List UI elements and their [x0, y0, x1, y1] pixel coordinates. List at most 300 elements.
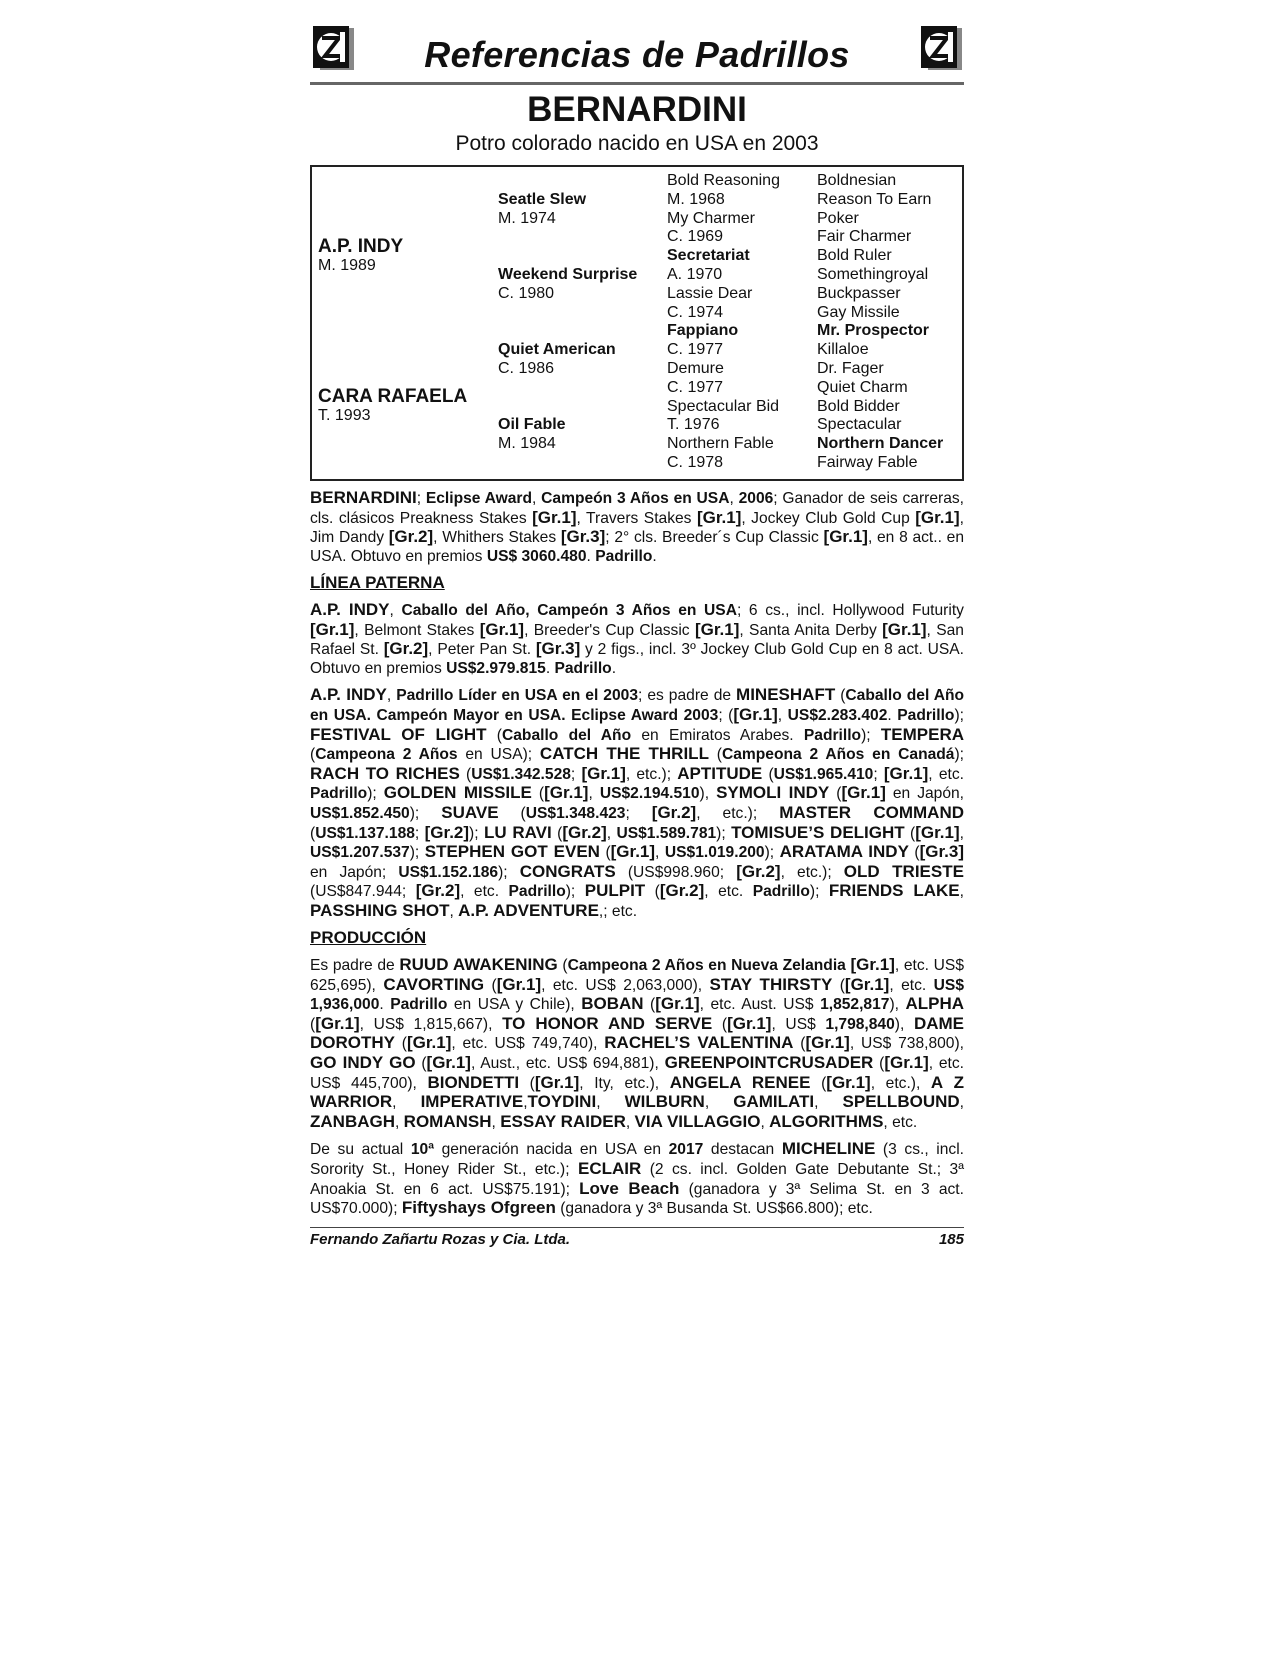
text-run: (US$847.944;	[310, 883, 416, 901]
text-run: Caballo del Año	[501, 726, 632, 744]
text-run: (	[484, 976, 497, 994]
page	[310, 20, 964, 1248]
text-run: US$ 3060.480	[486, 547, 587, 565]
pedigree-entry: Quiet Charm	[817, 378, 908, 396]
horse-name-inline: SPELLBOUND	[842, 1092, 960, 1112]
text-run: ;	[416, 490, 426, 507]
text-run: ,	[386, 687, 397, 705]
horse-name-inline: MASTER COMMAND	[779, 802, 964, 822]
text-run: Eclipse Award	[425, 490, 533, 507]
text-run: en USA y Chile),	[447, 996, 582, 1014]
pedigree-entry: Fappiano	[667, 322, 739, 340]
text-run: );	[764, 844, 780, 862]
text-run: (ganadora y 3ª Selima St. en 3 act. US$70.000);	[310, 1180, 964, 1218]
pedigree-entry: Somethingroyal	[817, 266, 929, 283]
pedigree-entry: Bold Reasoning	[667, 172, 780, 189]
pedigree-entry: Northern Fable	[667, 435, 774, 453]
text-run: (ganadora y 3ª Busanda St. US$66.800); etc.	[555, 1200, 873, 1218]
text-run: ),	[894, 1015, 914, 1033]
grade-badge: [Gr.1]	[407, 1033, 452, 1053]
text-run: ; Ganador de seis carreras, cls. clásicos Preakness Stakes	[310, 490, 964, 527]
horse-name-inline: Love Beach	[579, 1178, 680, 1198]
text-run: (2 cs. incl. Golden Gate Debutante St.; 3ª Anoakia St. en 6 act. US$75.191);	[310, 1161, 964, 1198]
text-run: US$1.137.188	[315, 824, 415, 842]
horse-name-inline: STEPHEN GOT EVEN	[424, 842, 600, 862]
text-run: (	[908, 844, 920, 862]
text-run: ),	[699, 785, 717, 803]
text-run: en Japón;	[310, 863, 399, 881]
text-run: , Jim Dandy	[310, 509, 964, 547]
text-run: (	[551, 824, 563, 842]
pedigree-entry: C. 1969	[667, 228, 724, 246]
text-run: (	[835, 687, 846, 705]
text-run: ,	[959, 824, 964, 842]
horse-name-inline: ESSAY RAIDER	[500, 1111, 626, 1131]
text-run: en Emiratos Arabes.	[631, 726, 804, 744]
linea-paterna-paragraph	[310, 686, 964, 921]
horse-description: Potro colorado nacido en USA en 2003	[455, 132, 819, 155]
pedigree-entry: M. 1984	[498, 435, 556, 453]
horse-name-inline: ALPHA	[905, 994, 965, 1014]
grade-badge: [Gr.3]	[919, 842, 964, 862]
horse-name-inline: GO INDY GO	[310, 1053, 416, 1073]
text-run: , en 8 act.. en USA. Obtuvo en premios	[310, 529, 964, 565]
text-run: (	[459, 765, 472, 783]
text-run: , etc.	[460, 883, 509, 901]
horse-name-inline: TO HONOR AND SERVE	[502, 1013, 713, 1033]
horse-name-inline: MINESHAFT	[736, 685, 836, 705]
text-run: );	[367, 785, 384, 803]
text-run: ,	[959, 883, 964, 901]
text-run: );	[409, 844, 425, 862]
section-heading-produccion: PRODUCCIÓN	[310, 928, 427, 948]
text-run: Padrillo	[595, 547, 653, 565]
page-footer	[310, 1227, 964, 1248]
text-run: De su actual	[310, 1141, 411, 1159]
text-run: Campeona 2 Años	[315, 746, 458, 764]
text-run: ,	[449, 902, 459, 920]
body-text	[310, 489, 964, 1219]
text-run: .	[545, 659, 555, 677]
text-run: (3 cs., incl. Sorority St., Honey Rider St., etc.);	[310, 1141, 965, 1178]
text-run: generación nacida en USA en	[433, 1141, 669, 1159]
pedigree-entry: Dr. Fager	[817, 360, 884, 377]
grade-badge: [Gr.1]	[805, 1033, 850, 1053]
pedigree-entry: Fairway Fable	[817, 454, 918, 471]
horse-name-inline: Fiftyshays Ofgreen	[401, 1198, 556, 1218]
text-run: en USA);	[457, 746, 540, 764]
grade-badge: [Gr.1]	[841, 783, 886, 803]
text-run: );	[809, 883, 829, 901]
grade-badge: [Gr.2]	[424, 822, 470, 842]
text-run: Es padre de	[310, 957, 400, 975]
text-run: US$1.589.781	[616, 824, 717, 842]
grade-badge: [Gr.2]	[415, 881, 461, 901]
horse-name-inline: A Z WARRIOR	[310, 1072, 964, 1112]
pedigree-entry: A.P. INDY	[318, 235, 404, 257]
text-run: ,	[523, 1094, 528, 1112]
text-run: , Breeder's Cup Classic	[524, 621, 695, 639]
text-run: ,	[389, 601, 402, 619]
text-run: destacan	[703, 1141, 782, 1159]
text-run: , Jockey Club Gold Cup	[741, 509, 916, 527]
grade-badge: [Gr.2]	[383, 639, 429, 659]
pedigree-entry: C. 1974	[667, 303, 724, 321]
horse-name-inline: MICHELINE	[781, 1139, 876, 1159]
text-run: ,	[760, 1113, 770, 1131]
grade-badge: [Gr.2]	[651, 802, 697, 822]
text-run: , etc.	[704, 883, 753, 901]
text-run: (	[708, 746, 722, 764]
text-run: Campeón 3 Años en USA	[541, 490, 730, 507]
text-run: (	[873, 1055, 885, 1073]
text-run: , etc. US$ 445,700),	[310, 1055, 964, 1092]
text-run: ; 2° cls. Breeder´s Cup Classic	[605, 529, 824, 547]
text-run: , Peter Pan St.	[428, 641, 536, 659]
text-run: Caballo del Año, Campeón 3 Años en USA	[401, 601, 737, 619]
text-run: US$2.194.510	[599, 785, 700, 803]
grade-badge: [Gr.1]	[884, 1053, 929, 1073]
text-run: , Belmont Stakes	[354, 621, 480, 639]
pedigree-entry: M. 1968	[667, 190, 725, 208]
text-run: Padrillo	[310, 785, 368, 803]
text-run: ),	[889, 996, 906, 1014]
text-run: US$1.342.528	[471, 765, 571, 783]
text-run: (	[498, 804, 526, 822]
horse-name-inline: ZANBAGH	[310, 1111, 395, 1131]
text-run: y 2 figs., incl. 3º Jockey Club Gold Cup en 8 act. USA. Obtuvo en premios	[310, 641, 964, 677]
text-run: );	[954, 706, 964, 724]
text-run: );	[409, 804, 442, 822]
text-run: (	[415, 1055, 427, 1073]
horse-name-inline: CATCH THE THRILL	[539, 744, 709, 764]
pedigree-entry: CARA RAFAELA	[318, 386, 468, 408]
text-run: ,; etc.	[598, 902, 638, 920]
text-run: ; es padre de	[638, 687, 737, 705]
text-run: US$1.207.537	[310, 844, 410, 862]
text-run: );	[498, 863, 520, 881]
text-run: 2006	[738, 490, 774, 507]
grade-badge: [Gr.1]	[844, 974, 890, 994]
text-run: .	[586, 547, 596, 565]
text-run: (	[793, 1035, 806, 1053]
text-run: (	[310, 746, 316, 764]
horse-name-inline: ARATAMA INDY	[779, 842, 909, 862]
text-run: Caballo del Año en USA. Campeón Mayor en USA. Eclipse Award 2003	[310, 687, 965, 724]
pedigree-entry: M. 1989	[318, 256, 376, 274]
text-run: en Japón,	[885, 785, 965, 803]
text-run: (	[810, 1074, 827, 1092]
text-run: (US$998.960;	[615, 863, 737, 881]
intro-paragraph	[310, 489, 964, 566]
text-run: (	[486, 726, 502, 744]
grade-badge: [Gr.3]	[535, 639, 581, 659]
grade-badge: [Gr.1]	[694, 619, 740, 639]
text-run: US$ 1,936,000	[310, 976, 964, 1014]
text-run: ;	[625, 804, 652, 822]
text-run: (	[645, 883, 660, 901]
pedigree-entry: Seatle Slew	[498, 190, 587, 208]
pedigree-entry: Bold Ruler	[817, 247, 892, 265]
text-run: ; 6 cs., incl. Hollywood Futurity	[736, 601, 964, 619]
pedigree-entry: Northern Dancer	[817, 435, 944, 453]
horse-name-inline: BOBAN	[581, 994, 644, 1014]
horse-name-inline: IMPERATIVE	[420, 1092, 524, 1112]
horse-name-inline: TEMPERA	[880, 724, 965, 744]
text-run: (	[712, 1015, 728, 1033]
text-run: ,	[395, 1113, 404, 1131]
text-run: US$2.283.402	[787, 706, 888, 724]
text-run: (	[310, 824, 316, 842]
text-run: ;	[414, 824, 425, 842]
text-run: , Travers Stakes	[576, 509, 697, 527]
text-run: , etc.),	[870, 1074, 931, 1092]
text-run: );	[469, 824, 484, 842]
text-run: ,	[777, 706, 788, 724]
text-run: , US$ 1,815,667),	[359, 1015, 503, 1033]
pedigree-entry: Poker	[817, 209, 859, 227]
horse-name-inline: WILBURN	[624, 1092, 705, 1112]
text-run: (	[557, 957, 568, 975]
text-run: ,	[532, 490, 542, 507]
text-run: );	[716, 824, 732, 842]
text-run: US$1.852.450	[310, 804, 410, 822]
text-run: , Ity, etc.),	[579, 1074, 670, 1092]
text-run: (	[643, 996, 656, 1014]
text-run: ,	[704, 1094, 734, 1112]
grade-badge: [Gr.1]	[610, 842, 656, 862]
pedigree-entry: M. 1974	[498, 209, 556, 227]
grade-badge: [Gr.1]	[823, 527, 868, 547]
pedigree-entry: T. 1976	[667, 416, 720, 434]
grade-badge: [Gr.1]	[581, 763, 626, 783]
grade-badge: [Gr.1]	[426, 1053, 471, 1073]
grade-badge: [Gr.1]	[534, 1072, 580, 1092]
text-run: Padrillo	[554, 659, 612, 677]
pedigree-entry: Spectacular Bid	[667, 397, 780, 415]
horse-name-inline: A.P. ADVENTURE	[458, 900, 599, 920]
text-run: );	[861, 726, 881, 744]
horse-name-inline: TOYDINI	[527, 1092, 597, 1112]
horse-name-inline: OLD TRIESTE	[843, 861, 964, 881]
horse-name-inline: GOLDEN MISSILE	[383, 783, 532, 803]
horse-name-inline: A.P. INDY	[310, 599, 390, 619]
text-run: ,	[625, 1113, 635, 1131]
grade-badge: [Gr.1]	[496, 974, 542, 994]
text-run: (	[519, 1074, 535, 1092]
pedigree-entry: Buckpasser	[817, 284, 901, 302]
horse-name-inline: RACHEL’S VALENTINA	[604, 1033, 794, 1053]
pedigree-entry: Bold Bidder	[817, 397, 900, 415]
text-run: , etc.);	[625, 765, 678, 783]
grade-badge: [Gr.1]	[915, 507, 960, 527]
grade-badge: [Gr.1]	[315, 1013, 360, 1033]
text-run: Padrillo	[390, 996, 448, 1014]
logo-icon	[918, 24, 964, 72]
pedigree-entry: C. 1978	[667, 454, 724, 471]
text-run: ,	[392, 1094, 421, 1112]
text-run: Campeona 2 Años en Canadá	[721, 746, 955, 764]
text-run: (	[395, 1035, 407, 1053]
grade-badge: [Gr.1]	[883, 763, 929, 783]
pedigree-entry: T. 1993	[318, 407, 371, 424]
text-run: ,	[959, 1094, 964, 1112]
pedigree-entry: Oil Fable	[498, 416, 566, 434]
horse-name-inline: STAY THIRSTY	[709, 974, 833, 994]
text-run: , etc. US$ 625,695),	[310, 957, 964, 994]
text-run: , US$ 738,800),	[849, 1035, 964, 1053]
pedigree-entry: Spectacular	[817, 416, 902, 434]
horse-name-inline: FRIENDS LAKE	[828, 881, 960, 901]
grade-badge: [Gr.2]	[736, 861, 781, 881]
horse-name-inline: FESTIVAL OF LIGHT	[310, 724, 487, 744]
text-run: 1,798,840	[825, 1015, 895, 1033]
text-run: Padrillo Líder en USA en el 2003	[396, 687, 638, 705]
horse-name-inline: PASSHING SHOT	[310, 900, 450, 920]
publisher-name: Fernando Zañartu Rozas y Cia. Ltda.	[310, 1230, 571, 1248]
text-run: );	[954, 746, 965, 764]
produccion-paragraph	[310, 956, 964, 1132]
text-run: (	[904, 824, 916, 842]
text-run: 1,852,817	[820, 996, 890, 1014]
text-run: ,	[814, 1094, 843, 1112]
text-run: ,	[655, 844, 665, 862]
text-run: , Aust., etc. US$ 694,881),	[470, 1055, 665, 1073]
text-run: , etc.	[883, 1113, 918, 1131]
pedigree-entry: C. 1980	[498, 284, 555, 302]
text-run: , etc. Aust. US$	[699, 996, 821, 1014]
text-run: ,	[606, 824, 617, 842]
page-title: Referencias de Padrillos	[424, 34, 850, 75]
text-run: .	[379, 996, 391, 1014]
pedigree-entry: Gay Missile	[817, 303, 900, 321]
horse-name-inline: RUUD AWAKENING	[399, 955, 558, 975]
horse-name-inline: RACH TO RICHES	[310, 763, 460, 783]
text-run: (	[531, 785, 545, 803]
horse-name-inline: CONGRATS	[519, 861, 616, 881]
text-run: , etc.);	[696, 804, 780, 822]
grade-badge: [Gr.3]	[560, 527, 606, 547]
text-run: US$1.019.200	[664, 844, 765, 862]
text-run: Padrillo	[752, 883, 810, 901]
pedigree-entry: Boldnesian	[817, 172, 897, 189]
text-run: Campeona 2 Años en Nueva Zelandia	[567, 957, 846, 975]
header-rule	[310, 82, 964, 85]
pedigree-entry: C. 1977	[667, 378, 724, 396]
horse-name-inline: SYMOLI INDY	[716, 783, 830, 803]
pedigree-table	[310, 165, 964, 481]
horse-name: BERNARDINI	[527, 90, 747, 129]
grade-badge: [Gr.1]	[310, 619, 355, 639]
text-run: , San Rafael St.	[310, 621, 964, 659]
pedigree-entry: My Charmer	[667, 209, 756, 227]
text-run: );	[565, 883, 585, 901]
text-run: US$1.965.410	[773, 765, 874, 783]
text-run: , US$	[771, 1015, 826, 1033]
grade-badge: [Gr.1]	[479, 619, 525, 639]
pedigree-entry: C. 1977	[667, 341, 724, 359]
text-run: , Whithers Stakes	[433, 529, 561, 547]
text-run: ;	[873, 765, 884, 783]
grade-badge: [Gr.1]	[544, 783, 589, 803]
grade-badge: [Gr.2]	[562, 822, 607, 842]
text-run: US$1.152.186	[398, 863, 499, 881]
text-run: 10ª	[410, 1141, 434, 1159]
pedigree-entry: Lassie Dear	[667, 284, 753, 302]
text-run: Padrillo	[508, 883, 566, 901]
horse-name-inline: APTITUDE	[677, 763, 763, 783]
produccion-paragraph	[310, 1140, 964, 1218]
horse-name-inline: GAMILATI	[733, 1092, 815, 1112]
text-run: .	[887, 706, 898, 724]
horse-name-inline: CAVORTING	[383, 974, 485, 994]
text-run: ; (	[718, 706, 734, 724]
text-run: ,	[491, 1113, 501, 1131]
page-header	[310, 20, 964, 82]
linea-paterna-paragraph	[310, 601, 964, 678]
text-run: US$2.979.815	[446, 659, 546, 677]
text-run: (	[310, 1015, 316, 1033]
grade-badge: [Gr.1]	[915, 822, 960, 842]
pedigree-entry: Weekend Surprise	[498, 266, 638, 283]
grade-badge: [Gr.1]	[826, 1072, 871, 1092]
text-run: , etc.	[928, 765, 964, 783]
text-run: (	[829, 785, 842, 803]
text-run: , etc.);	[780, 863, 844, 881]
grade-badge: [Gr.1]	[850, 955, 895, 975]
text-run: US$1.348.423	[525, 804, 626, 822]
pedigree-entry: Demure	[667, 360, 724, 377]
text-run: ,	[588, 785, 600, 803]
pedigree-entry: A. 1970	[667, 266, 723, 283]
section-heading-linea-paterna: LÍNEA PATERNA	[310, 573, 445, 593]
text-run: .	[652, 547, 657, 565]
pedigree-entry: Mr. Prospector	[817, 322, 930, 340]
horse-name-inline: ALGORITHMS	[769, 1111, 884, 1131]
text-run: .	[611, 659, 617, 677]
horse-name-inline: TOMISUE’S DELIGHT	[731, 822, 905, 842]
grade-badge: [Gr.1]	[655, 994, 700, 1014]
pedigree-entry: Secretariat	[667, 247, 750, 265]
horse-name-inline: PULPIT	[584, 881, 646, 901]
grade-badge: [Gr.1]	[733, 704, 778, 724]
page-number: 185	[938, 1230, 964, 1248]
text-run: (	[599, 844, 611, 862]
text-run: , etc. US$ 2,063,000),	[541, 976, 710, 994]
text-run: ,	[596, 1094, 625, 1112]
grade-badge: [Gr.1]	[727, 1013, 772, 1033]
text-run: Padrillo	[897, 706, 955, 724]
text-run: 2017	[668, 1141, 704, 1159]
pedigree-entry: Killaloe	[817, 341, 869, 359]
text-run: Padrillo	[803, 726, 862, 744]
horse-name-inline: BERNARDINI	[310, 488, 417, 507]
horse-name-inline: GREENPOINTCRUSADER	[664, 1053, 874, 1073]
pedigree-entry: Fair Charmer	[817, 228, 912, 246]
grade-badge: [Gr.2]	[388, 527, 434, 547]
horse-name-inline: A.P. INDY	[310, 685, 387, 705]
text-run: ;	[570, 765, 582, 783]
text-run: , etc. US$ 749,740),	[451, 1035, 605, 1053]
horse-name-inline: BIONDETTI	[427, 1072, 520, 1092]
pedigree-entry: Quiet American	[498, 341, 616, 359]
horse-name-inline: ROMANSH	[403, 1111, 492, 1131]
horse-name-inline: DAME DOROTHY	[310, 1013, 964, 1053]
horse-name-inline: LU RAVI	[483, 822, 552, 842]
grade-badge: [Gr.1]	[696, 507, 742, 527]
grade-badge: [Gr.1]	[882, 619, 927, 639]
horse-name-inline: VIA VILLAGGIO	[634, 1111, 761, 1131]
